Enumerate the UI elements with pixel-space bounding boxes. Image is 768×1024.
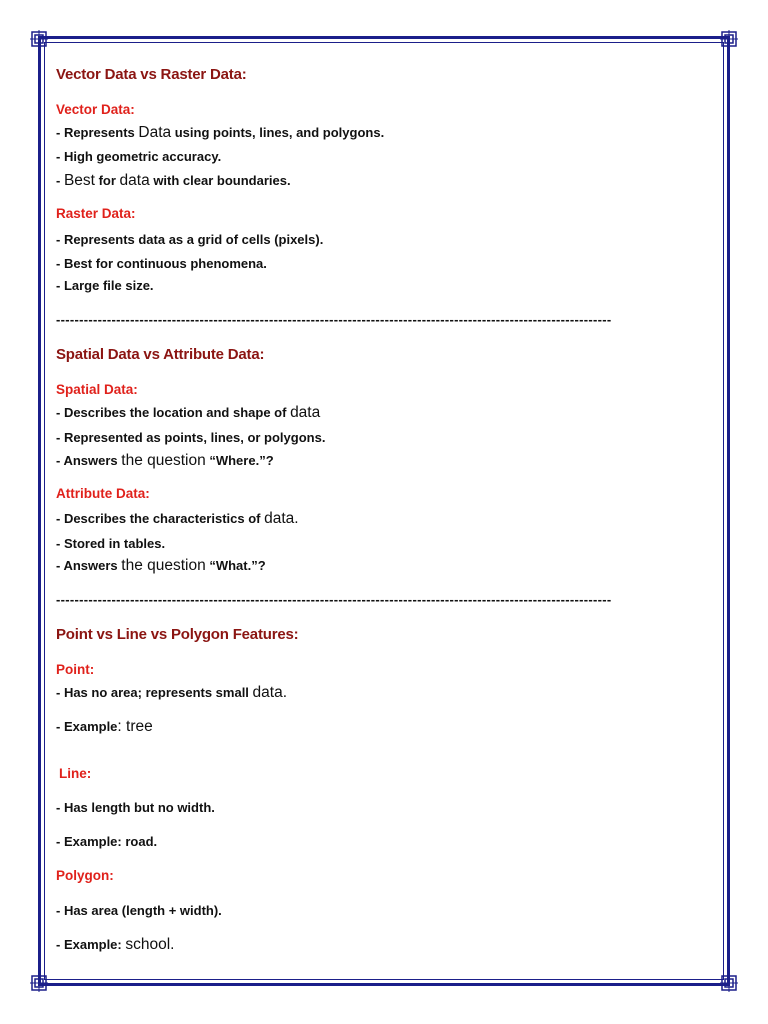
bullet-line: - Has area (length + width). <box>56 903 222 918</box>
subsection-heading: Polygon: <box>56 868 114 883</box>
corner-ornament-top-right <box>720 30 738 48</box>
bullet-line: - Has length but no width. <box>56 800 215 815</box>
bullet-line: - Best for continuous phenomena. <box>56 256 267 271</box>
subsection-heading: Spatial Data: <box>56 382 138 397</box>
dashed-separator: ------------------------------------------------------------------------------------------------------------------------ <box>56 312 612 327</box>
corner-ornament-bottom-left <box>30 974 48 992</box>
subsection-heading: Attribute Data: <box>56 486 150 501</box>
subsection-heading: Vector Data: <box>56 102 135 117</box>
bullet-line: - High geometric accuracy. <box>56 149 222 164</box>
subsection-heading: Line: <box>59 766 92 781</box>
bullet-line: - Describes the characteristics of data. <box>56 510 299 527</box>
bullet-line: - Best for data with clear boundaries. <box>56 172 291 189</box>
subsection-heading: Point: <box>56 662 95 677</box>
section-title: Vector Data vs Raster Data: <box>56 66 247 83</box>
bullet-line: - Has no area; represents small data. <box>56 684 288 701</box>
bullet-line: - Example: road. <box>56 834 158 849</box>
bullet-line: - Represents Data using points, lines, and polygons. <box>56 124 385 141</box>
corner-ornament-top-left <box>30 30 48 48</box>
dashed-separator: ------------------------------------------------------------------------------------------------------------------------ <box>56 592 612 607</box>
bullet-line: - Example: school. <box>56 936 175 953</box>
bullet-line: - Large file size. <box>56 278 154 293</box>
bullet-line: - Describes the location and shape of data <box>56 404 321 421</box>
bullet-line: - Answers the question “Where.”? <box>56 452 274 469</box>
subsection-heading: Raster Data: <box>56 206 136 221</box>
section-title: Spatial Data vs Attribute Data: <box>56 346 265 363</box>
bullet-line: - Example: tree <box>56 718 153 735</box>
corner-ornament-bottom-right <box>720 974 738 992</box>
bullet-line: - Represents data as a grid of cells (pixels). <box>56 232 324 247</box>
section-title: Point vs Line vs Polygon Features: <box>56 626 299 643</box>
bullet-line: - Stored in tables. <box>56 536 166 551</box>
bullet-line: - Answers the question “What.”? <box>56 557 266 574</box>
bullet-line: - Represented as points, lines, or polygons. <box>56 430 326 445</box>
